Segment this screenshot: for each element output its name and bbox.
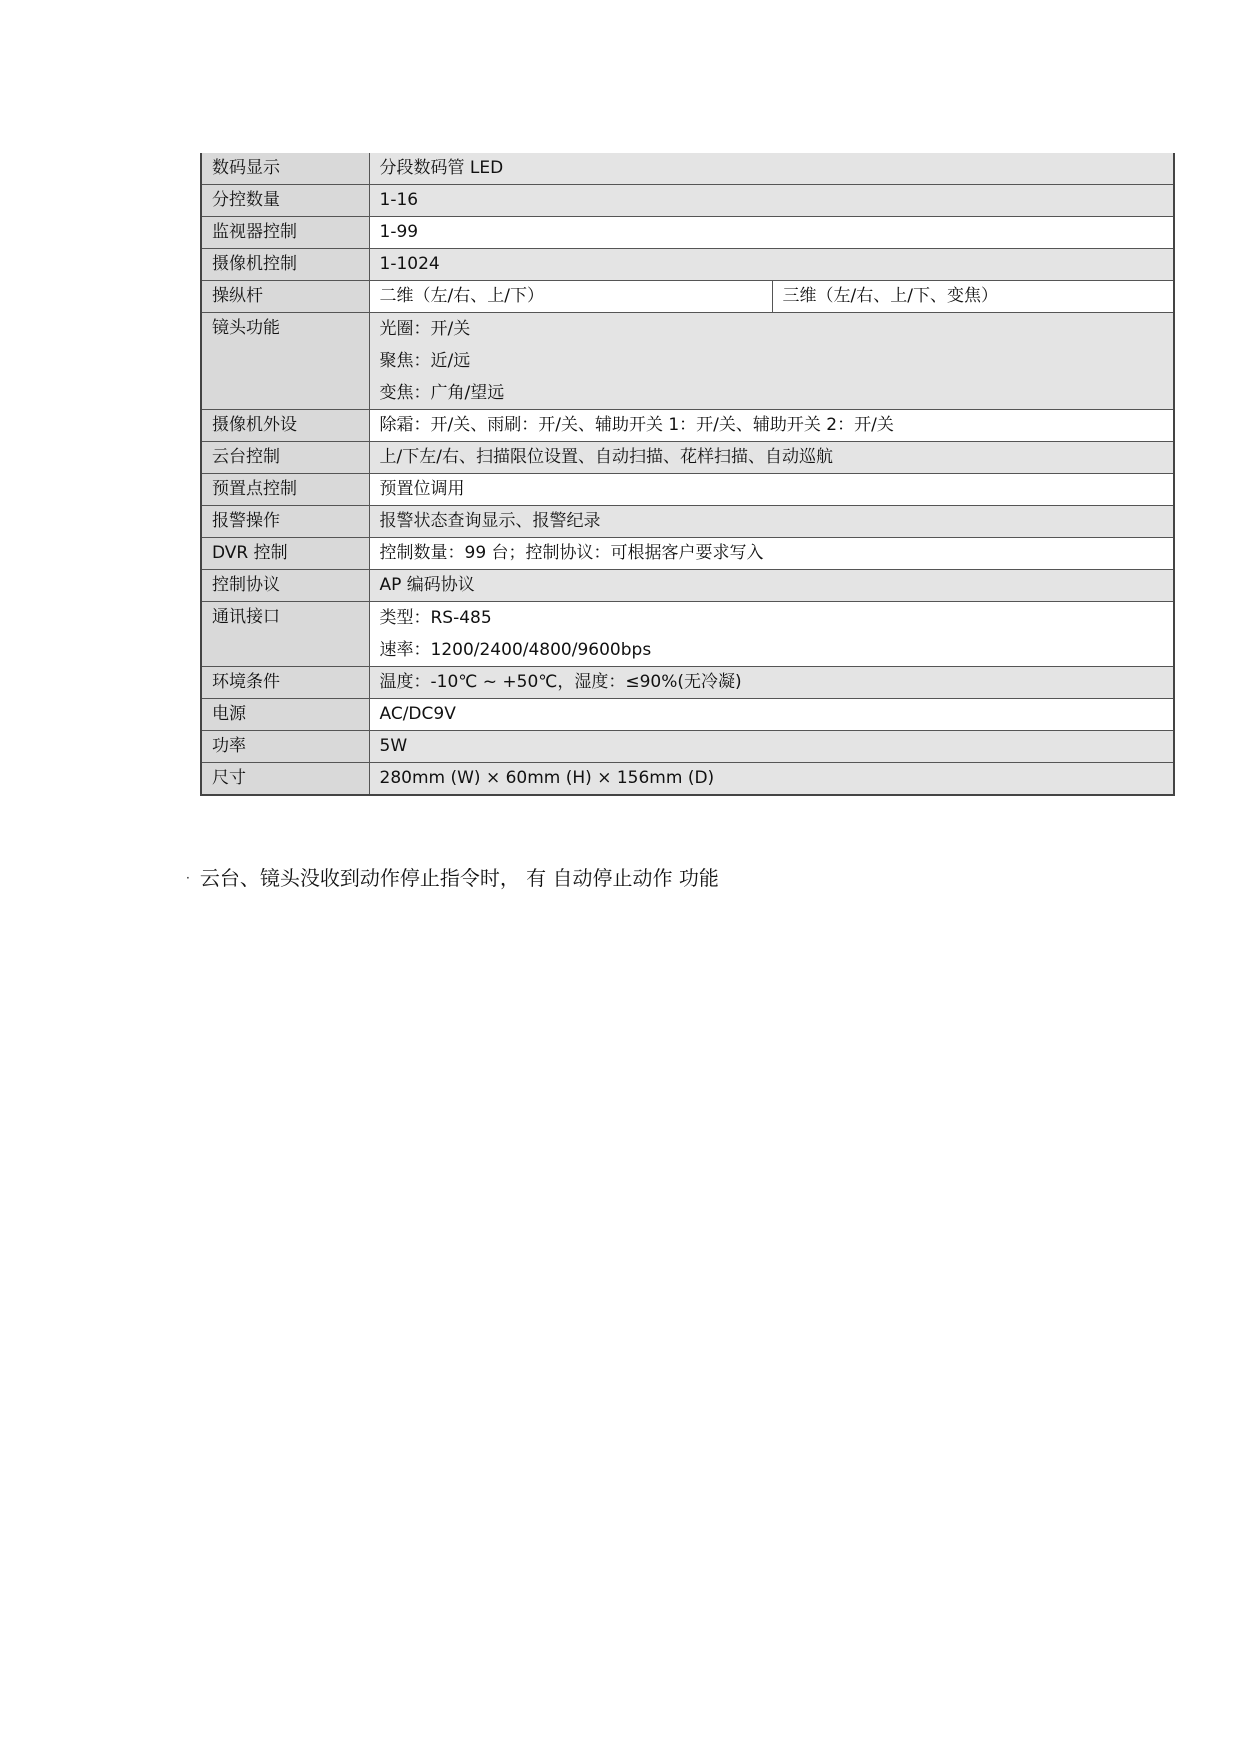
spec-value: 280mm (W) × 60mm (H) × 156mm (D) [369,763,1174,796]
bullet-point: · [186,871,190,885]
spec-value: 预置位调用 [369,474,1174,506]
spec-value-line: 变焦：广角/望远 [379,383,505,403]
spec-label: 数码显示 [201,153,369,185]
spec-value-2d: 二维（左/右、上/下） [369,281,772,313]
spec-value: 除霜：开/关、雨刷：开/关、辅助开关 1：开/关、辅助开关 2：开/关 [369,410,1174,442]
spec-value: AP 编码协议 [369,570,1174,602]
spec-value-3d: 三维（左/右、上/下、变焦） [772,281,1174,313]
spec-row-sub-control-count [201,185,1174,217]
spec-value [369,602,1174,667]
spec-row-alarm-operation [201,506,1174,538]
spec-table [200,153,1175,796]
spec-row-power-supply [201,699,1174,731]
spec-label: 摄像机控制 [201,249,369,281]
spec-row-control-protocol [201,570,1174,602]
spec-label: DVR 控制 [201,538,369,570]
spec-row-dvr-control [201,538,1174,570]
spec-label: 摄像机外设 [201,410,369,442]
spec-row-pan-tilt-control [201,442,1174,474]
spec-value [369,313,1174,410]
spec-value: 控制数量：99 台；控制协议：可根据客户要求写入 [369,538,1174,570]
feature-note [186,862,719,891]
spec-label: 功率 [201,731,369,763]
spec-row-camera-control [201,249,1174,281]
spec-value: 温度：-10℃ ~ +50℃，湿度：≤90%(无冷凝) [369,667,1174,699]
spec-row-digital-display [201,153,1174,185]
spec-value-line: 类型：RS-485 [379,608,492,628]
feature-note-text: 云台、镜头没收到动作停止指令时， 有 自动停止动作 功能 [199,866,719,890]
spec-row-environment [201,667,1174,699]
spec-value: 1-16 [369,185,1174,217]
spec-row-camera-peripherals [201,410,1174,442]
spec-value: 1-99 [369,217,1174,249]
spec-label: 分控数量 [201,185,369,217]
spec-value: 5W [369,731,1174,763]
spec-label: 云台控制 [201,442,369,474]
spec-value-line: 聚焦：近/远 [379,351,471,371]
spec-value: 上/下左/右、扫描限位设置、自动扫描、花样扫描、自动巡航 [369,442,1174,474]
spec-row-monitor-control [201,217,1174,249]
spec-label: 通讯接口 [201,602,369,667]
spec-label: 镜头功能 [201,313,369,410]
spec-value: 分段数码管 LED [369,153,1174,185]
spec-value: 报警状态查询显示、报警纪录 [369,506,1174,538]
spec-row-comm-interface [201,602,1174,667]
spec-label: 环境条件 [201,667,369,699]
spec-label: 控制协议 [201,570,369,602]
spec-row-power-consumption [201,731,1174,763]
spec-label: 预置点控制 [201,474,369,506]
spec-label: 尺寸 [201,763,369,796]
spec-row-preset-control [201,474,1174,506]
spec-label: 监视器控制 [201,217,369,249]
spec-label: 报警操作 [201,506,369,538]
spec-value: 1-1024 [369,249,1174,281]
spec-value-line: 速率：1200/2400/4800/9600bps [379,640,652,660]
spec-row-lens-function [201,313,1174,410]
spec-row-dimensions [201,763,1174,796]
spec-label: 操纵杆 [201,281,369,313]
spec-label: 电源 [201,699,369,731]
spec-value: AC/DC9V [369,699,1174,731]
spec-row-joystick [201,281,1174,313]
spec-value-line: 光圈：开/关 [379,319,471,339]
